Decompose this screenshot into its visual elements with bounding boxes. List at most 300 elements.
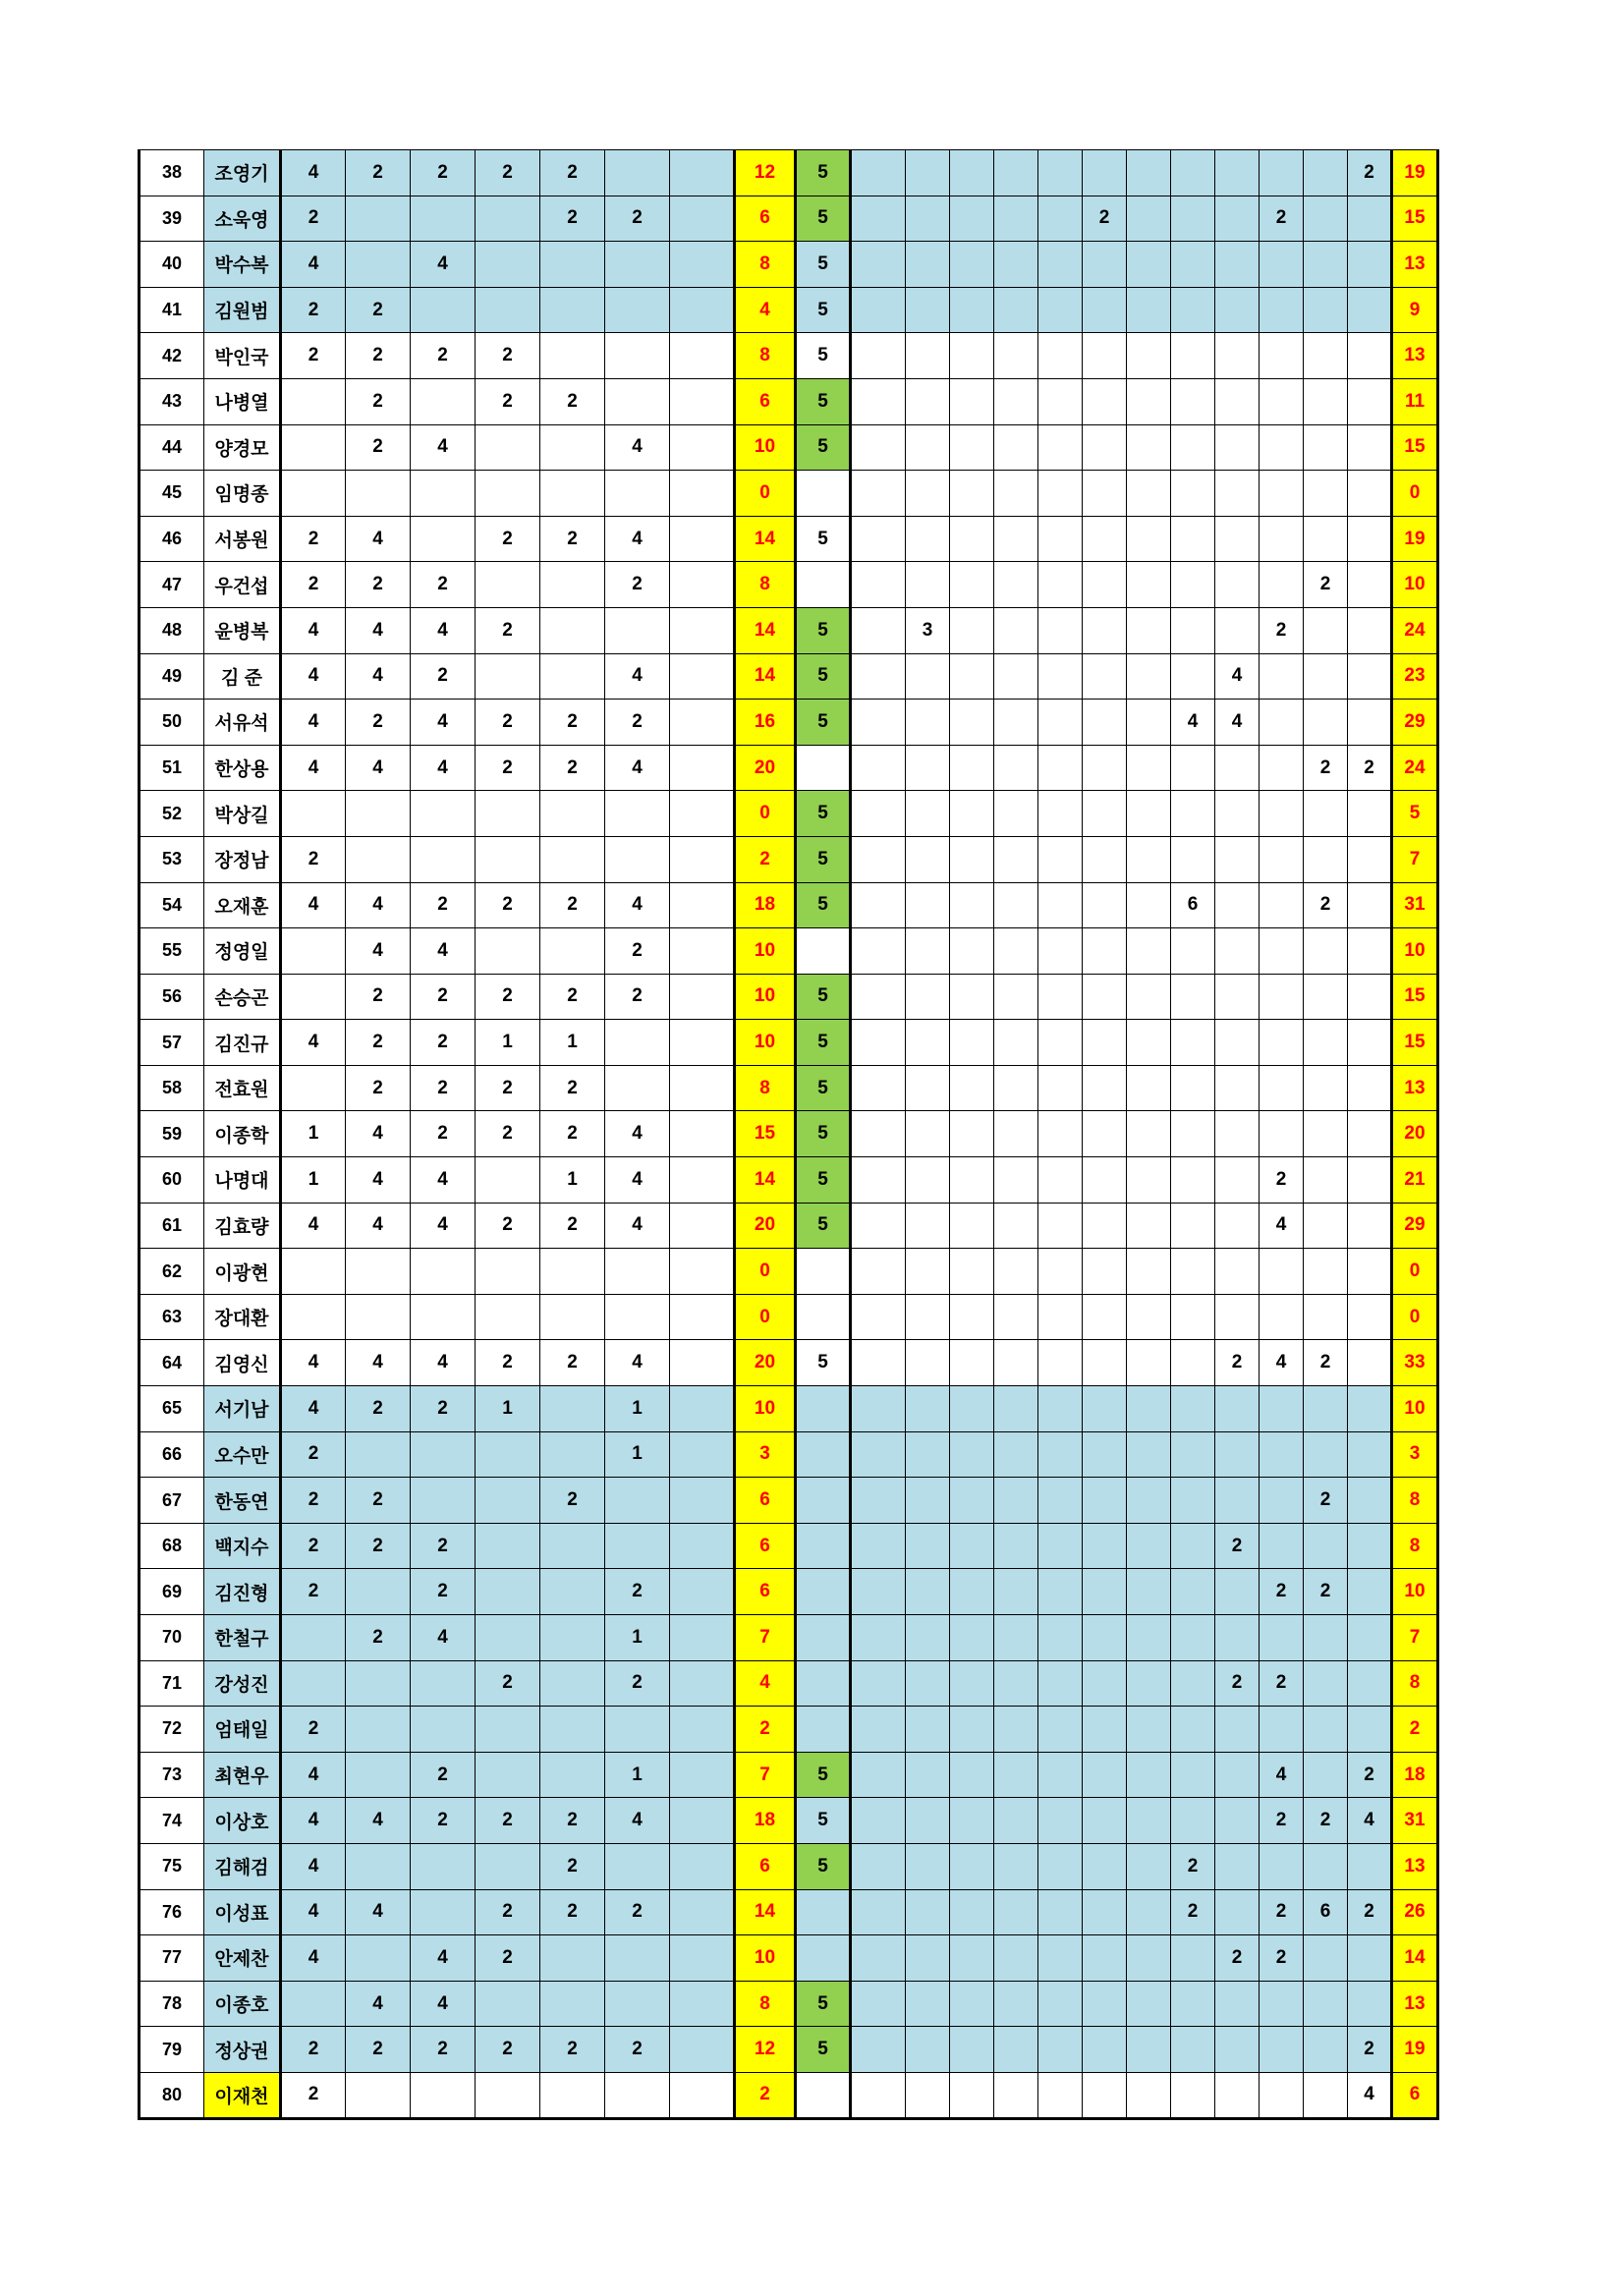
extra-score-cell[interactable] — [1083, 1203, 1127, 1249]
extra-score-cell[interactable] — [1304, 196, 1348, 242]
subtotal-cell[interactable]: 10 — [735, 928, 796, 975]
extra-score-cell[interactable] — [1171, 1294, 1215, 1340]
extra-score-cell[interactable] — [1083, 1340, 1127, 1386]
extra-score-cell[interactable] — [1348, 1843, 1392, 1889]
extra-score-cell[interactable] — [906, 1340, 950, 1386]
extra-score-cell[interactable] — [906, 1020, 950, 1066]
subtotal-cell[interactable]: 8 — [735, 333, 796, 379]
total-cell[interactable]: 0 — [1392, 1294, 1438, 1340]
total-cell[interactable]: 15 — [1392, 196, 1438, 242]
extra-score-cell[interactable] — [1038, 928, 1083, 975]
score-cell[interactable] — [540, 287, 605, 333]
score-cell[interactable]: 2 — [346, 378, 411, 424]
score-cell[interactable] — [411, 2072, 476, 2118]
extra-score-cell[interactable] — [1038, 1569, 1083, 1615]
score-cell[interactable]: 4 — [605, 516, 670, 562]
score-cell[interactable]: 4 — [346, 1157, 411, 1204]
extra-score-cell[interactable] — [950, 1798, 994, 1844]
extra-score-cell[interactable] — [906, 562, 950, 608]
score-cell[interactable]: 2 — [476, 882, 540, 928]
score-cell[interactable] — [346, 471, 411, 517]
extra-score-cell[interactable] — [994, 1843, 1038, 1889]
total-cell[interactable]: 10 — [1392, 562, 1438, 608]
row-number-cell[interactable]: 72 — [140, 1707, 204, 1753]
extra-score-cell[interactable] — [1038, 836, 1083, 882]
extra-score-cell[interactable] — [1171, 516, 1215, 562]
score-cell[interactable] — [281, 791, 346, 837]
extra-score-cell[interactable] — [1038, 791, 1083, 837]
row-number-cell[interactable]: 39 — [140, 196, 204, 242]
score-cell[interactable]: 4 — [346, 516, 411, 562]
score-cell[interactable]: 2 — [281, 1478, 346, 1524]
score-cell[interactable] — [346, 1707, 411, 1753]
score-cell[interactable]: 2 — [281, 1707, 346, 1753]
extra-score-cell[interactable] — [1171, 1478, 1215, 1524]
extra-score-cell[interactable] — [950, 333, 994, 379]
row-number-cell[interactable]: 51 — [140, 745, 204, 791]
extra-score-cell[interactable] — [1171, 1020, 1215, 1066]
score-cell[interactable] — [411, 1707, 476, 1753]
extra-score-cell[interactable] — [1083, 1294, 1127, 1340]
extra-score-cell[interactable]: 2 — [1304, 1569, 1348, 1615]
score-cell[interactable]: 2 — [346, 2027, 411, 2073]
total-cell[interactable]: 2 — [1392, 1707, 1438, 1753]
extra-score-cell[interactable] — [1127, 1889, 1171, 1935]
total-cell[interactable]: 33 — [1392, 1340, 1438, 1386]
score-cell[interactable] — [540, 1707, 605, 1753]
score-cell[interactable]: 2 — [411, 150, 476, 196]
extra-score-cell[interactable]: 2 — [1348, 150, 1392, 196]
extra-score-cell[interactable] — [950, 1660, 994, 1707]
extra-score-cell[interactable] — [906, 242, 950, 288]
row-number-cell[interactable]: 41 — [140, 287, 204, 333]
extra-score-cell[interactable] — [950, 1203, 994, 1249]
extra-score-cell[interactable] — [1083, 1889, 1127, 1935]
score-cell[interactable] — [476, 1294, 540, 1340]
bonus-cell[interactable] — [796, 1660, 851, 1707]
score-cell[interactable] — [670, 1889, 735, 1935]
total-cell[interactable]: 20 — [1392, 1111, 1438, 1157]
extra-score-cell[interactable] — [1304, 1203, 1348, 1249]
score-cell[interactable] — [540, 2072, 605, 2118]
score-cell[interactable] — [281, 378, 346, 424]
extra-score-cell[interactable] — [1215, 1203, 1260, 1249]
score-cell[interactable]: 2 — [476, 1065, 540, 1111]
extra-score-cell[interactable]: 3 — [906, 607, 950, 653]
extra-score-cell[interactable] — [851, 1707, 906, 1753]
row-number-cell[interactable]: 49 — [140, 653, 204, 700]
name-cell[interactable]: 서유석 — [204, 700, 281, 746]
extra-score-cell[interactable] — [1304, 1843, 1348, 1889]
score-cell[interactable] — [476, 836, 540, 882]
total-cell[interactable]: 0 — [1392, 1249, 1438, 1295]
extra-score-cell[interactable] — [1215, 2072, 1260, 2118]
score-cell[interactable] — [605, 1065, 670, 1111]
score-cell[interactable] — [346, 1935, 411, 1982]
extra-score-cell[interactable] — [1083, 791, 1127, 837]
score-cell[interactable]: 4 — [346, 882, 411, 928]
score-cell[interactable]: 2 — [346, 1615, 411, 1661]
extra-score-cell[interactable]: 4 — [1260, 1752, 1304, 1798]
row-number-cell[interactable]: 43 — [140, 378, 204, 424]
extra-score-cell[interactable] — [851, 745, 906, 791]
extra-score-cell[interactable] — [1038, 1020, 1083, 1066]
score-cell[interactable]: 2 — [605, 1660, 670, 1707]
subtotal-cell[interactable]: 16 — [735, 700, 796, 746]
total-cell[interactable]: 31 — [1392, 1798, 1438, 1844]
bonus-cell[interactable]: 5 — [796, 196, 851, 242]
extra-score-cell[interactable] — [994, 378, 1038, 424]
score-cell[interactable]: 4 — [281, 607, 346, 653]
score-cell[interactable]: 4 — [411, 1935, 476, 1982]
score-cell[interactable]: 2 — [281, 2072, 346, 2118]
extra-score-cell[interactable] — [994, 882, 1038, 928]
score-cell[interactable]: 2 — [346, 562, 411, 608]
score-cell[interactable] — [605, 836, 670, 882]
score-cell[interactable] — [670, 1935, 735, 1982]
extra-score-cell[interactable] — [994, 333, 1038, 379]
bonus-cell[interactable]: 5 — [796, 653, 851, 700]
score-cell[interactable]: 2 — [346, 1478, 411, 1524]
extra-score-cell[interactable] — [1127, 882, 1171, 928]
extra-score-cell[interactable] — [994, 1386, 1038, 1432]
extra-score-cell[interactable] — [1038, 150, 1083, 196]
extra-score-cell[interactable] — [1171, 1935, 1215, 1982]
extra-score-cell[interactable]: 4 — [1348, 1798, 1392, 1844]
score-cell[interactable]: 2 — [346, 1020, 411, 1066]
extra-score-cell[interactable] — [994, 1249, 1038, 1295]
extra-score-cell[interactable] — [1171, 378, 1215, 424]
extra-score-cell[interactable] — [994, 2072, 1038, 2118]
row-number-cell[interactable]: 47 — [140, 562, 204, 608]
extra-score-cell[interactable] — [1083, 1615, 1127, 1661]
name-cell[interactable]: 김효량 — [204, 1203, 281, 1249]
extra-score-cell[interactable] — [1127, 287, 1171, 333]
extra-score-cell[interactable] — [994, 928, 1038, 975]
score-cell[interactable] — [540, 242, 605, 288]
extra-score-cell[interactable] — [1215, 882, 1260, 928]
extra-score-cell[interactable] — [1260, 1431, 1304, 1478]
extra-score-cell[interactable] — [1171, 1157, 1215, 1204]
score-cell[interactable]: 1 — [540, 1157, 605, 1204]
bonus-cell[interactable] — [796, 1935, 851, 1982]
name-cell[interactable]: 손승곤 — [204, 974, 281, 1020]
extra-score-cell[interactable] — [950, 2072, 994, 2118]
extra-score-cell[interactable] — [994, 745, 1038, 791]
score-cell[interactable]: 2 — [411, 974, 476, 1020]
score-cell[interactable]: 1 — [476, 1020, 540, 1066]
score-cell[interactable]: 2 — [346, 150, 411, 196]
extra-score-cell[interactable] — [1304, 1249, 1348, 1295]
score-cell[interactable] — [540, 1569, 605, 1615]
extra-score-cell[interactable] — [1038, 378, 1083, 424]
extra-score-cell[interactable] — [950, 1340, 994, 1386]
extra-score-cell[interactable] — [1260, 882, 1304, 928]
score-cell[interactable] — [670, 2027, 735, 2073]
extra-score-cell[interactable] — [950, 1569, 994, 1615]
score-cell[interactable]: 4 — [346, 1798, 411, 1844]
extra-score-cell[interactable] — [851, 1020, 906, 1066]
extra-score-cell[interactable] — [994, 1660, 1038, 1707]
row-number-cell[interactable]: 65 — [140, 1386, 204, 1432]
extra-score-cell[interactable] — [1348, 1615, 1392, 1661]
score-cell[interactable] — [411, 516, 476, 562]
score-cell[interactable]: 4 — [605, 1340, 670, 1386]
score-cell[interactable] — [605, 242, 670, 288]
extra-score-cell[interactable] — [1127, 1707, 1171, 1753]
score-cell[interactable]: 2 — [411, 1569, 476, 1615]
extra-score-cell[interactable] — [994, 1294, 1038, 1340]
extra-score-cell[interactable] — [1348, 378, 1392, 424]
score-cell[interactable]: 4 — [605, 1203, 670, 1249]
extra-score-cell[interactable] — [1215, 1615, 1260, 1661]
total-cell[interactable]: 15 — [1392, 1020, 1438, 1066]
name-cell[interactable]: 임명종 — [204, 471, 281, 517]
score-cell[interactable]: 4 — [411, 424, 476, 471]
extra-score-cell[interactable] — [906, 1157, 950, 1204]
extra-score-cell[interactable] — [950, 1111, 994, 1157]
extra-score-cell[interactable] — [906, 1203, 950, 1249]
row-number-cell[interactable]: 46 — [140, 516, 204, 562]
score-cell[interactable]: 2 — [540, 2027, 605, 2073]
score-cell[interactable] — [670, 974, 735, 1020]
score-cell[interactable] — [476, 1752, 540, 1798]
extra-score-cell[interactable]: 2 — [1260, 1157, 1304, 1204]
score-cell[interactable]: 2 — [281, 1431, 346, 1478]
extra-score-cell[interactable] — [1038, 1660, 1083, 1707]
extra-score-cell[interactable] — [1038, 1615, 1083, 1661]
extra-score-cell[interactable] — [1215, 471, 1260, 517]
score-cell[interactable] — [476, 1569, 540, 1615]
score-cell[interactable] — [670, 745, 735, 791]
score-cell[interactable]: 4 — [346, 653, 411, 700]
extra-score-cell[interactable] — [1171, 607, 1215, 653]
extra-score-cell[interactable] — [906, 1707, 950, 1753]
score-cell[interactable] — [670, 2072, 735, 2118]
total-cell[interactable]: 19 — [1392, 516, 1438, 562]
name-cell[interactable]: 엄태일 — [204, 1707, 281, 1753]
extra-score-cell[interactable] — [1171, 1386, 1215, 1432]
extra-score-cell[interactable] — [851, 1294, 906, 1340]
bonus-cell[interactable]: 5 — [796, 1340, 851, 1386]
score-cell[interactable]: 2 — [605, 1889, 670, 1935]
extra-score-cell[interactable] — [1127, 471, 1171, 517]
score-cell[interactable]: 2 — [605, 974, 670, 1020]
extra-score-cell[interactable] — [1304, 1752, 1348, 1798]
extra-score-cell[interactable] — [1260, 150, 1304, 196]
score-cell[interactable]: 1 — [605, 1431, 670, 1478]
score-cell[interactable] — [670, 1981, 735, 2027]
total-cell[interactable]: 18 — [1392, 1752, 1438, 1798]
extra-score-cell[interactable] — [994, 791, 1038, 837]
score-cell[interactable]: 4 — [411, 745, 476, 791]
extra-score-cell[interactable] — [851, 1249, 906, 1295]
extra-score-cell[interactable] — [1038, 1157, 1083, 1204]
score-cell[interactable]: 2 — [346, 1386, 411, 1432]
extra-score-cell[interactable] — [906, 653, 950, 700]
score-cell[interactable]: 4 — [605, 424, 670, 471]
extra-score-cell[interactable] — [1260, 1020, 1304, 1066]
name-cell[interactable]: 박인국 — [204, 333, 281, 379]
extra-score-cell[interactable] — [906, 150, 950, 196]
extra-score-cell[interactable] — [906, 700, 950, 746]
score-cell[interactable] — [476, 928, 540, 975]
extra-score-cell[interactable] — [851, 700, 906, 746]
extra-score-cell[interactable] — [906, 1889, 950, 1935]
score-cell[interactable]: 4 — [281, 1752, 346, 1798]
extra-score-cell[interactable] — [994, 1203, 1038, 1249]
score-cell[interactable] — [540, 1660, 605, 1707]
extra-score-cell[interactable]: 2 — [1304, 562, 1348, 608]
bonus-cell[interactable] — [796, 1569, 851, 1615]
extra-score-cell[interactable] — [1348, 287, 1392, 333]
extra-score-cell[interactable] — [1083, 1386, 1127, 1432]
score-cell[interactable] — [411, 836, 476, 882]
score-cell[interactable]: 2 — [281, 562, 346, 608]
score-cell[interactable] — [281, 1294, 346, 1340]
score-cell[interactable]: 4 — [281, 1843, 346, 1889]
extra-score-cell[interactable] — [950, 928, 994, 975]
total-cell[interactable]: 14 — [1392, 1935, 1438, 1982]
score-cell[interactable] — [670, 1569, 735, 1615]
extra-score-cell[interactable]: 2 — [1304, 1478, 1348, 1524]
bonus-cell[interactable]: 5 — [796, 882, 851, 928]
score-cell[interactable] — [605, 791, 670, 837]
extra-score-cell[interactable] — [1348, 1478, 1392, 1524]
score-cell[interactable]: 2 — [476, 1660, 540, 1707]
extra-score-cell[interactable] — [851, 471, 906, 517]
score-cell[interactable] — [411, 1431, 476, 1478]
extra-score-cell[interactable] — [1083, 1752, 1127, 1798]
score-cell[interactable] — [670, 287, 735, 333]
score-cell[interactable] — [476, 242, 540, 288]
subtotal-cell[interactable]: 10 — [735, 1935, 796, 1982]
score-cell[interactable] — [540, 1752, 605, 1798]
extra-score-cell[interactable] — [994, 2027, 1038, 2073]
score-cell[interactable] — [346, 1249, 411, 1295]
extra-score-cell[interactable] — [1304, 1523, 1348, 1569]
total-cell[interactable]: 0 — [1392, 471, 1438, 517]
row-number-cell[interactable]: 70 — [140, 1615, 204, 1661]
extra-score-cell[interactable] — [1215, 928, 1260, 975]
extra-score-cell[interactable] — [1348, 791, 1392, 837]
extra-score-cell[interactable] — [1038, 471, 1083, 517]
subtotal-cell[interactable]: 6 — [735, 1569, 796, 1615]
extra-score-cell[interactable] — [1127, 1386, 1171, 1432]
extra-score-cell[interactable] — [1127, 1478, 1171, 1524]
score-cell[interactable] — [281, 424, 346, 471]
extra-score-cell[interactable] — [906, 196, 950, 242]
extra-score-cell[interactable] — [1127, 1798, 1171, 1844]
score-cell[interactable] — [346, 196, 411, 242]
score-cell[interactable] — [670, 1203, 735, 1249]
row-number-cell[interactable]: 64 — [140, 1340, 204, 1386]
extra-score-cell[interactable] — [994, 424, 1038, 471]
bonus-cell[interactable] — [796, 1294, 851, 1340]
extra-score-cell[interactable] — [1348, 1660, 1392, 1707]
score-cell[interactable] — [540, 1935, 605, 1982]
score-cell[interactable] — [411, 791, 476, 837]
extra-score-cell[interactable] — [1083, 424, 1127, 471]
score-cell[interactable] — [346, 1660, 411, 1707]
score-cell[interactable]: 2 — [411, 1798, 476, 1844]
extra-score-cell[interactable] — [994, 1752, 1038, 1798]
subtotal-cell[interactable]: 6 — [735, 1843, 796, 1889]
subtotal-cell[interactable]: 2 — [735, 2072, 796, 2118]
name-cell[interactable]: 이광현 — [204, 1249, 281, 1295]
extra-score-cell[interactable] — [1348, 928, 1392, 975]
score-cell[interactable] — [605, 1249, 670, 1295]
extra-score-cell[interactable] — [1083, 1935, 1127, 1982]
score-cell[interactable] — [670, 333, 735, 379]
extra-score-cell[interactable] — [1215, 424, 1260, 471]
total-cell[interactable]: 8 — [1392, 1478, 1438, 1524]
score-cell[interactable] — [605, 1523, 670, 1569]
extra-score-cell[interactable] — [1304, 150, 1348, 196]
extra-score-cell[interactable] — [1304, 1615, 1348, 1661]
score-cell[interactable] — [476, 1157, 540, 1204]
extra-score-cell[interactable] — [950, 1249, 994, 1295]
bonus-cell[interactable]: 5 — [796, 150, 851, 196]
row-number-cell[interactable]: 44 — [140, 424, 204, 471]
extra-score-cell[interactable] — [1171, 791, 1215, 837]
subtotal-cell[interactable]: 8 — [735, 562, 796, 608]
score-cell[interactable] — [670, 1615, 735, 1661]
extra-score-cell[interactable] — [1083, 1660, 1127, 1707]
row-number-cell[interactable]: 57 — [140, 1020, 204, 1066]
extra-score-cell[interactable] — [1038, 1065, 1083, 1111]
total-cell[interactable]: 26 — [1392, 1889, 1438, 1935]
score-cell[interactable]: 2 — [476, 150, 540, 196]
total-cell[interactable]: 24 — [1392, 607, 1438, 653]
score-cell[interactable] — [476, 196, 540, 242]
extra-score-cell[interactable] — [1348, 1065, 1392, 1111]
extra-score-cell[interactable]: 2 — [1171, 1889, 1215, 1935]
row-number-cell[interactable]: 62 — [140, 1249, 204, 1295]
extra-score-cell[interactable] — [851, 1752, 906, 1798]
extra-score-cell[interactable] — [1260, 1478, 1304, 1524]
extra-score-cell[interactable] — [1348, 1523, 1392, 1569]
extra-score-cell[interactable] — [994, 700, 1038, 746]
extra-score-cell[interactable] — [1127, 424, 1171, 471]
extra-score-cell[interactable] — [1215, 1249, 1260, 1295]
extra-score-cell[interactable] — [906, 882, 950, 928]
score-cell[interactable]: 2 — [346, 287, 411, 333]
score-cell[interactable]: 4 — [411, 1157, 476, 1204]
score-cell[interactable] — [605, 1981, 670, 2027]
score-cell[interactable] — [411, 378, 476, 424]
name-cell[interactable]: 오수만 — [204, 1431, 281, 1478]
extra-score-cell[interactable] — [1038, 562, 1083, 608]
extra-score-cell[interactable] — [1038, 2027, 1083, 2073]
extra-score-cell[interactable] — [851, 653, 906, 700]
extra-score-cell[interactable] — [1260, 424, 1304, 471]
bonus-cell[interactable]: 5 — [796, 378, 851, 424]
subtotal-cell[interactable]: 7 — [735, 1615, 796, 1661]
extra-score-cell[interactable]: 2 — [1215, 1660, 1260, 1707]
name-cell[interactable]: 이성표 — [204, 1889, 281, 1935]
score-cell[interactable] — [346, 1294, 411, 1340]
score-cell[interactable]: 1 — [476, 1386, 540, 1432]
extra-score-cell[interactable] — [851, 836, 906, 882]
score-cell[interactable]: 2 — [540, 1843, 605, 1889]
extra-score-cell[interactable] — [1304, 974, 1348, 1020]
extra-score-cell[interactable] — [1127, 700, 1171, 746]
subtotal-cell[interactable]: 18 — [735, 882, 796, 928]
name-cell[interactable]: 장대환 — [204, 1294, 281, 1340]
extra-score-cell[interactable] — [994, 653, 1038, 700]
extra-score-cell[interactable] — [1304, 287, 1348, 333]
